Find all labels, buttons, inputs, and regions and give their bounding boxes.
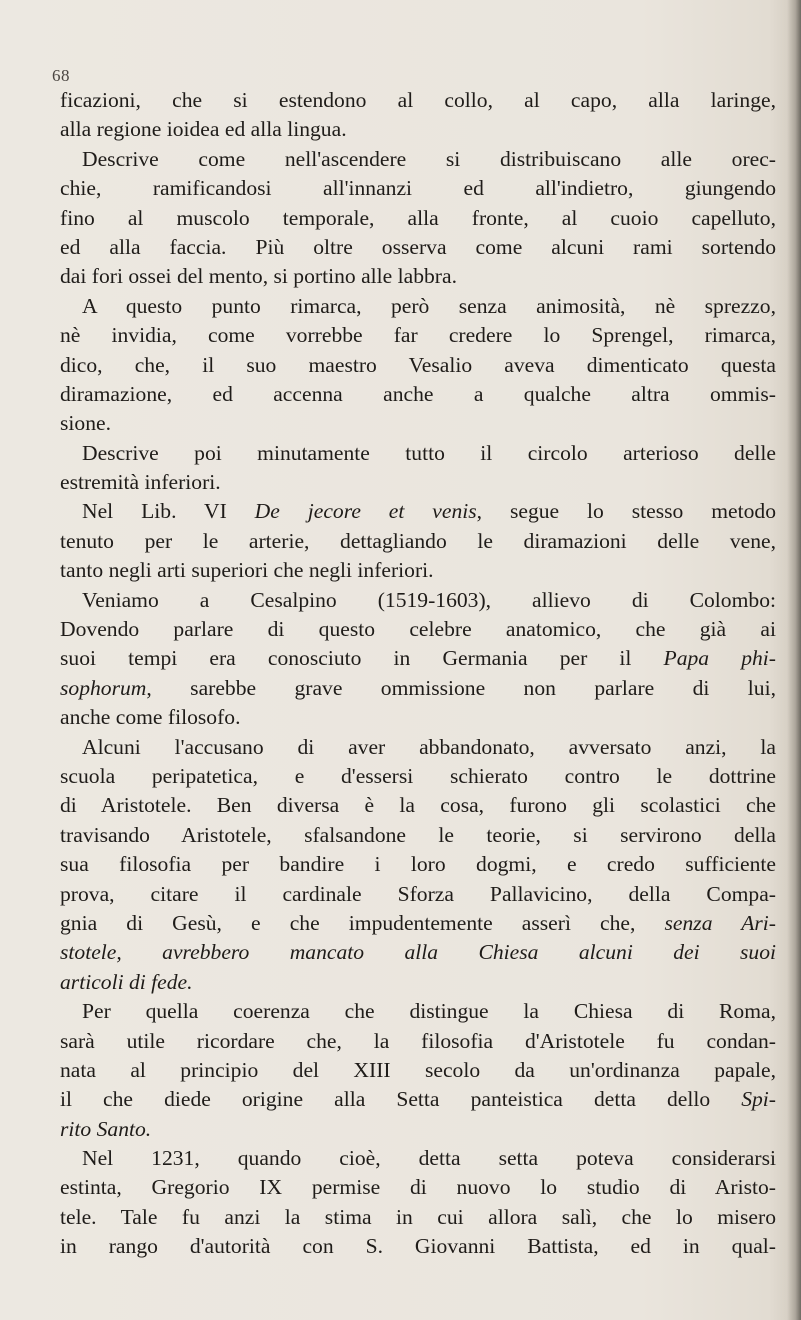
text-span: il che diede origine alla Setta panteistica detta dello bbox=[60, 1087, 742, 1112]
text-line: Veniamo a Cesalpino (1519-1603), allievo di Colombo: bbox=[82, 587, 776, 612]
text-line: tele. Tale fu anzi la stima in cui allora salì, che lo misero bbox=[60, 1204, 776, 1229]
italic-text: Papa phi- bbox=[663, 646, 776, 671]
page-edge-shadow bbox=[787, 0, 801, 1320]
text-line: sua filosofia per bandire i loro dogmi, e credo sufficiente bbox=[60, 852, 776, 877]
text-line bbox=[60, 909, 776, 938]
text-line: Descrive come nell'ascendere si distribuiscano alle orec- bbox=[82, 146, 776, 171]
text-line: prova, citare il cardinale Sforza Pallavicino, della Compa- bbox=[60, 881, 776, 906]
text-span: , segue lo stesso metodo bbox=[476, 499, 777, 524]
italic-text: stotele, avrebbero mancato alla Chiesa alcuni dei suoi bbox=[60, 940, 776, 965]
text-line: fino al muscolo temporale, alla fronte, al cuoio capelluto, bbox=[60, 205, 776, 230]
text-line: Per quella coerenza che distingue la Chiesa di Roma, bbox=[82, 999, 776, 1024]
text-line bbox=[60, 1085, 776, 1114]
text-line: travisando Aristotele, sfalsandone le teorie, si servirono della bbox=[60, 822, 776, 847]
text-line: nè invidia, come vorrebbe far credere lo Sprengel, rimarca, bbox=[60, 323, 776, 348]
text-line: alla regione ioidea ed alla lingua. bbox=[60, 117, 347, 142]
text-line: estinta, Gregorio IX permise di nuovo lo studio di Aristo- bbox=[60, 1175, 776, 1200]
text-line: sione. bbox=[60, 411, 111, 436]
text-line: diramazione, ed accenna anche a qualche altra ommis- bbox=[60, 381, 776, 406]
italic-text: De jecore et venis bbox=[254, 499, 477, 524]
text-line: A questo punto rimarca, però senza animosità, nè sprezzo, bbox=[82, 293, 776, 318]
text-line: scuola peripatetica, e d'essersi schierato contro le dottrine bbox=[60, 763, 776, 788]
text-line: sarà utile ricordare che, la filosofia d'Aristotele fu condan- bbox=[60, 1028, 776, 1053]
text-line: tanto negli arti superiori che negli inferiori. bbox=[60, 558, 434, 583]
italic-text: articoli di fede. bbox=[60, 969, 193, 994]
text-line: dai fori ossei del mento, si portino alle labbra. bbox=[60, 264, 457, 289]
text-span: Nel Lib. VI bbox=[82, 499, 255, 524]
italic-text: Spi- bbox=[741, 1087, 776, 1112]
text-line: Dovendo parlare di questo celebre anatomico, che già ai bbox=[60, 617, 776, 642]
text-line: ficazioni, che si estendono al collo, al capo, alla laringe, bbox=[60, 88, 776, 112]
text-line: Alcuni l'accusano di aver abbandonato, avversato anzi, la bbox=[82, 734, 776, 759]
italic-text: sophorum bbox=[60, 675, 147, 700]
body-text bbox=[60, 86, 776, 1262]
italic-text: rito Santo. bbox=[60, 1116, 152, 1141]
text-line bbox=[60, 968, 776, 997]
text-line: ed alla faccia. Più oltre osserva come alcuni rami sortendo bbox=[60, 234, 776, 259]
text-line bbox=[60, 497, 776, 526]
text-line bbox=[60, 1115, 776, 1144]
text-line bbox=[60, 644, 776, 673]
text-line: Descrive poi minutamente tutto il circolo arterioso delle bbox=[82, 440, 776, 465]
text-line: nata al principio del XIII secolo da un'ordinanza papale, bbox=[60, 1057, 776, 1082]
text-line: chie, ramificandosi all'innanzi ed all'indietro, giungendo bbox=[60, 176, 776, 201]
italic-text: senza Ari- bbox=[664, 910, 776, 935]
text-span: , sarebbe grave ommissione non parlare di lui, bbox=[146, 675, 776, 700]
text-line: di Aristotele. Ben diversa è la cosa, furono gli scolastici che bbox=[60, 793, 776, 818]
page-number: 68 bbox=[52, 66, 70, 85]
text-line: estremità inferiori. bbox=[60, 470, 221, 495]
text-line: dico, che, il suo maestro Vesalio aveva dimenticato questa bbox=[60, 352, 776, 377]
text-line bbox=[60, 674, 776, 703]
text-span: suoi tempi era conosciuto in Germania per il bbox=[60, 646, 664, 671]
text-line bbox=[60, 938, 776, 967]
text-span: gnia di Gesù, e che impudentemente asserì che, bbox=[60, 910, 665, 935]
text-line: anche come filosofo. bbox=[60, 705, 241, 730]
text-line: in rango d'autorità con S. Giovanni Battista, ed in qual- bbox=[60, 1234, 776, 1259]
text-line: Nel 1231, quando cioè, detta setta poteva considerarsi bbox=[82, 1146, 776, 1171]
text-line: tenuto per le arterie, dettagliando le diramazioni delle vene, bbox=[60, 528, 776, 553]
